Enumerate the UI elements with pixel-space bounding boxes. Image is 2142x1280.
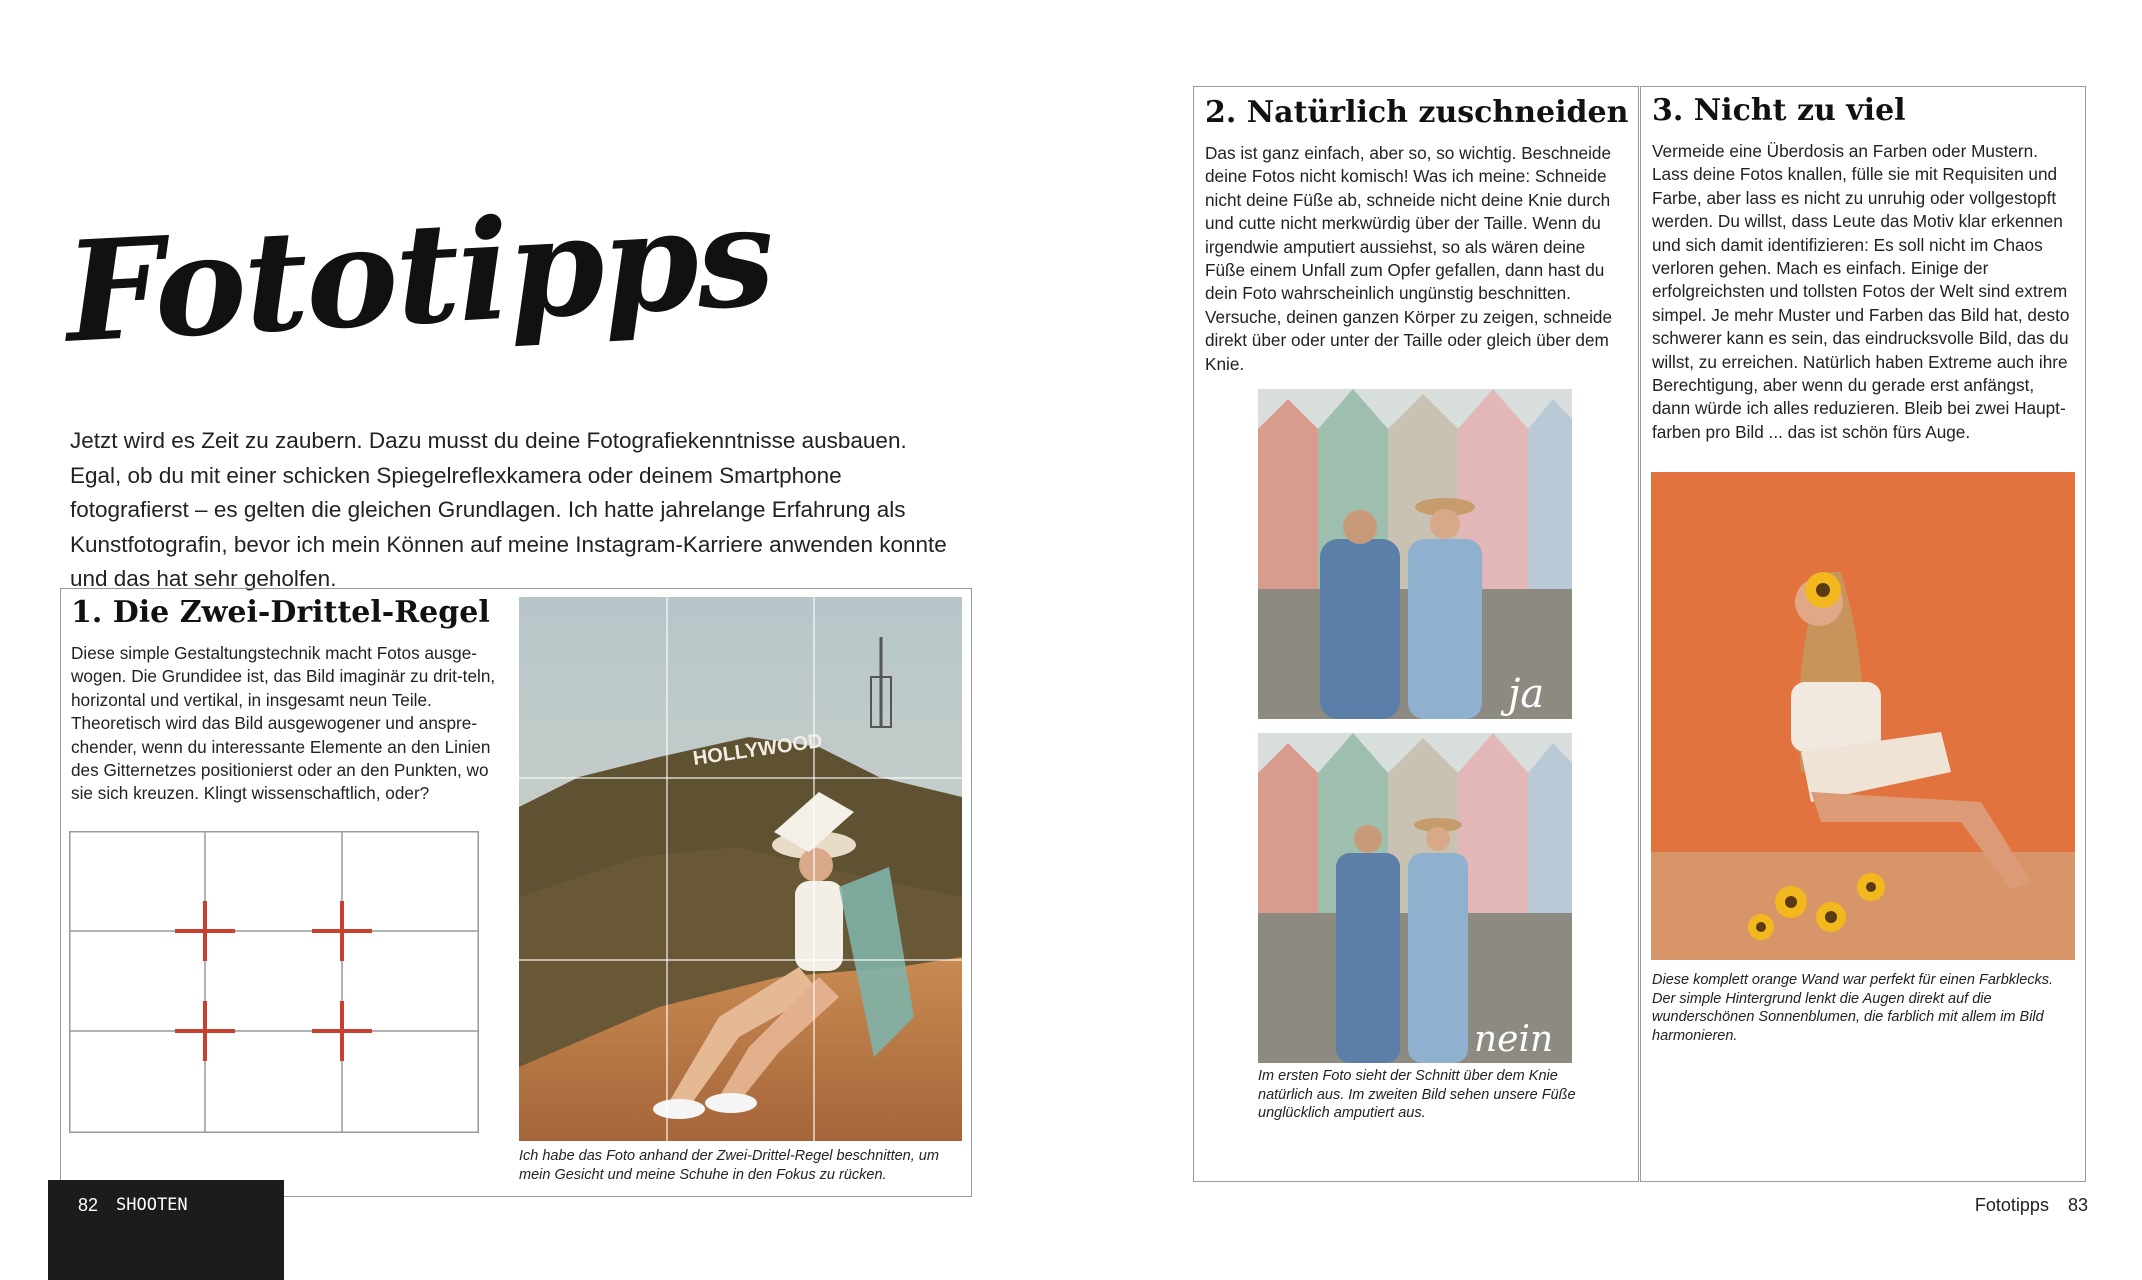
page-footer-right [1975,1195,2088,1216]
section-heading: 2. Natürlich zuschneiden [1205,95,1629,130]
hollywood-photo [519,597,962,1141]
photo-label-ja: ja [1508,671,1545,717]
photo-caption: Ich habe das Foto anhand der Zwei-Drittel-Regel beschnitten, um mein Gesicht und meine Schuhe in den Fokus zu rücken. [519,1148,939,1183]
diagram-frame [70,832,479,1133]
section-heading: 3. Nicht zu viel [1652,93,1906,128]
section-heading: 1. Die Zwei-Drittel-Regel [71,595,490,630]
section-two-thirds-rule [60,588,972,1197]
section-label: SHOOTEN [116,1195,188,1215]
photo-label-nein: nein [1474,1019,1554,1060]
sunflower-photo [1651,472,2075,960]
section-body: Diese simple Gestaltungstechnik macht Fotos ausge-wogen. Die Grundidee ist, das Bild imaginär zu drit-teln, horizontal und vertikal, in insgesamt neun Teile. Theoretisch wird das Bild ausgewogener und anspre-chender, wenn du interessante Elemente an den Linien des Gitternetzes positionierst oder an den Punkten, wo sie sich kreuzen. Klingt wissenschaftlich, oder? [71,643,496,804]
hollywood-sign-text: HOLLYWOOD [691,730,824,770]
photo-caption: Diese komplett orange Wand war perfekt für einen Farbklecks. Der simple Hintergrund lenkt die Augen direkt auf die wunderschönen Sonnenblumen, die farblich mit allem im Bild harmonieren. [1652,972,2054,1044]
intro-paragraph: Jetzt wird es Zeit zu zaubern. Dazu musst du deine Fotografiekenntnisse ausbauen. Egal, ob du mit einer schicken Spiegelreflexkamera oder deinem Smartphone fotografierst – es gelten die gleichen Grundlagen. Ich hatte jahrelange Erfahrung als Kunstfotografin, bevor ich mein Können auf meine Instagram-Karriere anwenden konnte und das hat sehr geholfen. [70,428,947,591]
page-number: 83 [2067,1195,2088,1215]
section-natural-crop [1193,86,1639,1182]
thirds-grid-diagram [69,831,479,1133]
section-body: Vermeide eine Überdosis an Farben oder Mustern. Lass deine Fotos knallen, fülle sie mit Requisiten und Farbe, aber lass es nicht zu unruhig oder vollgestopft werden. Du willst, dass Leute das Motiv klar erkennen und sich damit identifizieren: Es soll nicht im Chaos verloren gehen. Mach es einfach. Einige der erfolgreichsten und tollsten Fotos der Welt sind extrem simpel. Je mehr Muster und Farben das Bild hat, desto schwerer kann es sein, das eindrucksvolle Bild, das du willst, zu erreichen. Natürlich haben Extreme auch ihre Berechtigung, aber wenn du gerade erst anfängst, dann würde ich alles reduzieren. Bleib bei zwei Haupt-farben pro Bild ... das ist schön fürs Auge. [1652,141,2070,442]
running-title: Fototipps [1974,1195,2049,1215]
photo-caption: Im ersten Foto sieht der Schnitt über dem Knie natürlich aus. Im zweiten Bild sehen unsere Füße unglücklich amputiert aus. [1258,1068,1576,1121]
crop-photo-bad [1258,733,1572,1063]
section-not-too-much [1640,86,2086,1182]
page-title: Fototipps [61,174,777,374]
section-body: Das ist ganz einfach, aber so, so wichtig. Beschneide deine Fotos nicht komisch! Was ich meine: Schneide nicht deine Füße ab, schneide nicht deine Knie durch und cutte nicht merkwürdig über der Taille. Wenn du irgendwie amputiert aussiehst, so als wären deine Füße einem Unfall zum Opfer gefallen, dann hast du dein Foto wahrscheinlich ungünstig beschnitten. Versuche, deinen ganzen Körper zu zeigen, schneide direkt über oder unter der Taille oder gleich über dem Knie. [1205,143,1613,374]
page-number: 82 [78,1195,99,1215]
crop-photo-good [1258,389,1572,719]
page-footer-left [48,1180,284,1280]
